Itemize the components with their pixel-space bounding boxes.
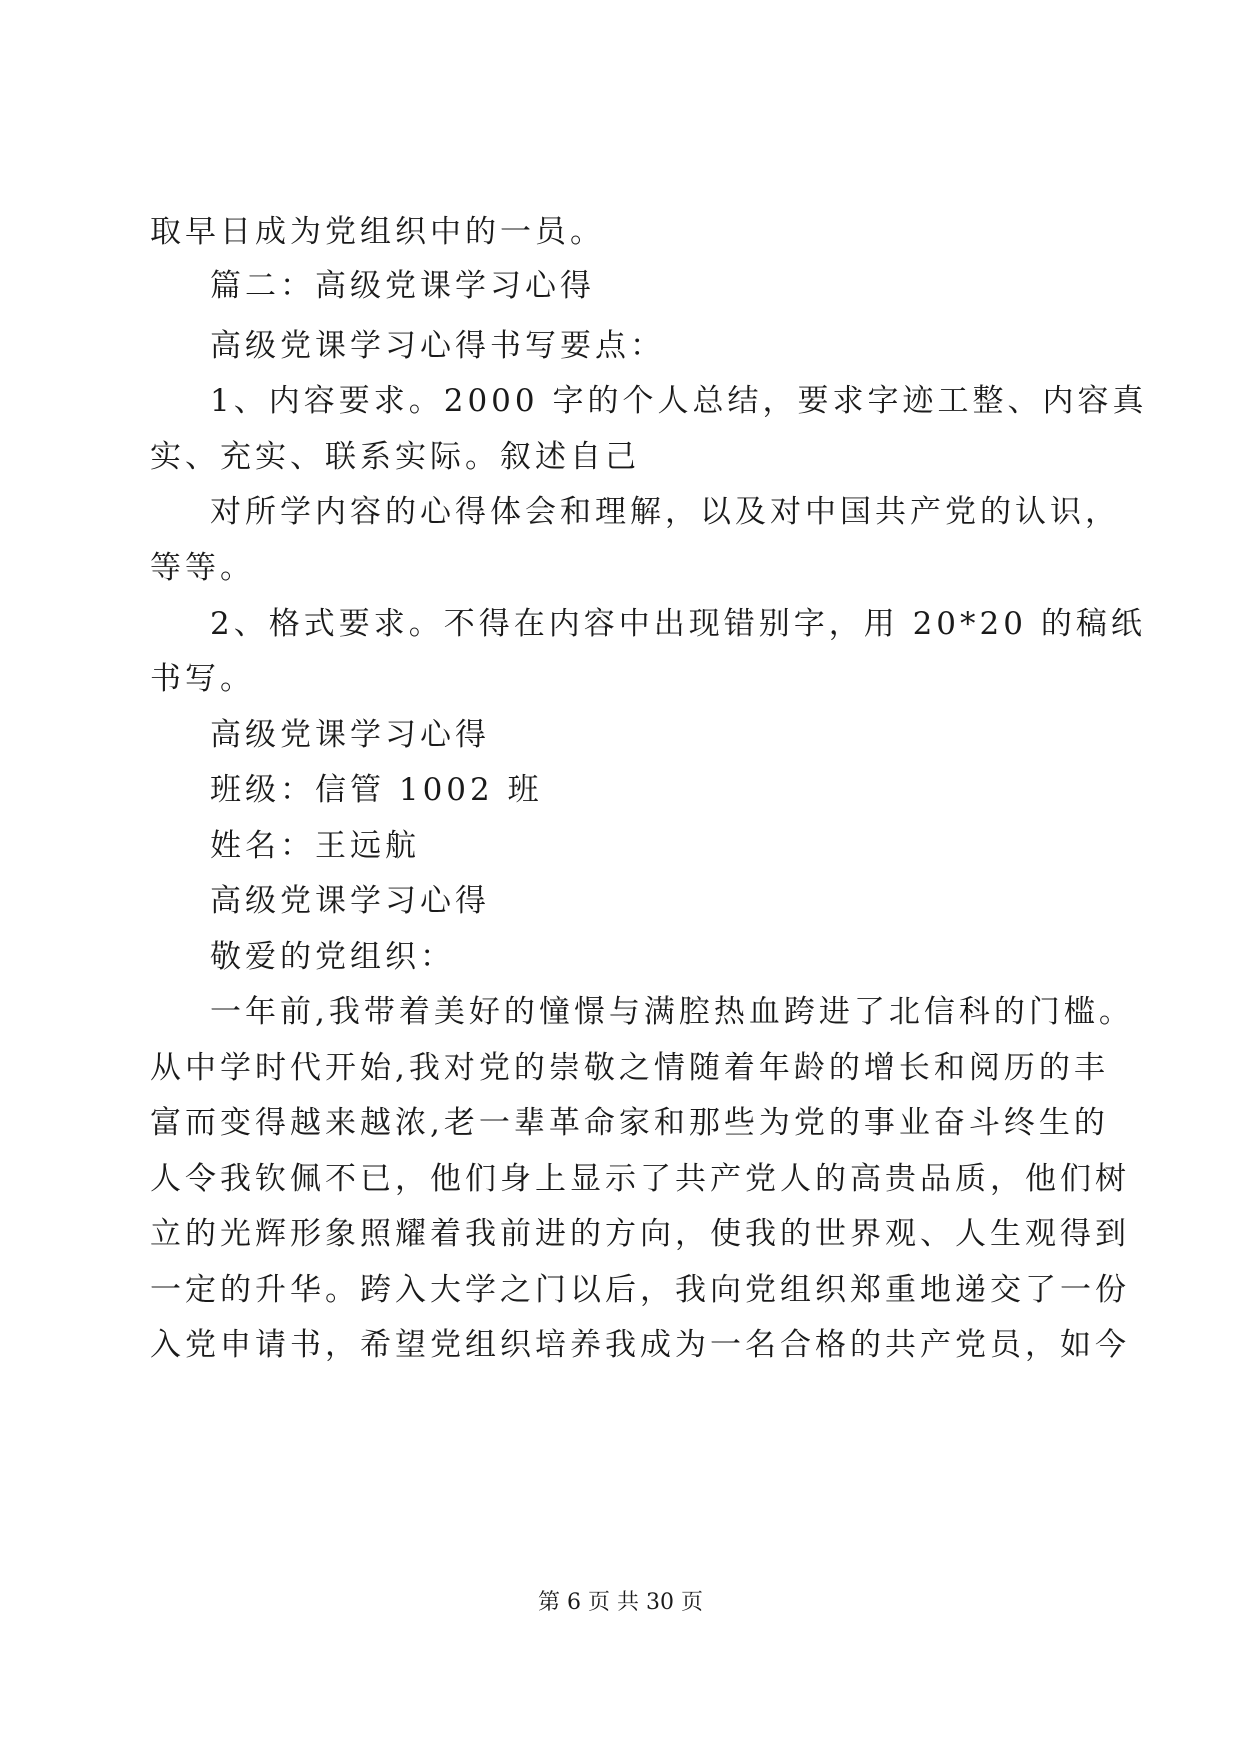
salutation: 敬爱的党组织：: [210, 939, 455, 975]
text-line: 对所学内容的心得体会和理解，以及对中国共产党的认识，: [210, 494, 1120, 530]
text-line: 入党申请书，希望党组织培养我成为一名合格的共产党员，如今: [150, 1327, 1130, 1363]
text-line: 班级：信管 1002 班: [210, 772, 543, 808]
text-line: 姓名：王远航: [210, 828, 420, 864]
text-line: 高级党课学习心得书写要点：: [210, 328, 665, 364]
text-line: 一年前,我带着美好的憧憬与满腔热血跨进了北信科的门槛。: [210, 994, 1134, 1030]
text-line: 一定的升华。跨入大学之门以后，我向党组织郑重地递交了一份: [150, 1272, 1130, 1308]
text-line: 2、格式要求。不得在内容中出现错别字，用 20*20 的稿纸: [210, 606, 1146, 642]
text-line: 取早日成为党组织中的一员。: [150, 214, 605, 250]
text-line: 从中学时代开始,我对党的崇敬之情随着年龄的增长和阅历的丰: [150, 1050, 1109, 1086]
text-line: 富而变得越来越浓,老一辈革命家和那些为党的事业奋斗终生的: [150, 1105, 1109, 1141]
page-number-footer: 第 6 页 共 30 页: [538, 1590, 703, 1615]
text-line: 书写。: [150, 661, 255, 697]
text-line: 立的光辉形象照耀着我前进的方向，使我的世界观、人生观得到: [150, 1216, 1130, 1252]
text-line: 等等。: [150, 550, 255, 586]
text-line: 高级党课学习心得: [210, 883, 490, 919]
text-line: 人令我钦佩不已，他们身上显示了共产党人的高贵品质，他们树: [150, 1161, 1130, 1197]
text-line: 1、内容要求。2000 字的个人总结，要求字迹工整、内容真: [210, 383, 1148, 419]
section-heading: 篇二：高级党课学习心得: [210, 268, 595, 304]
text-line: 实、充实、联系实际。叙述自己: [150, 439, 640, 475]
text-line: 高级党课学习心得: [210, 717, 490, 753]
